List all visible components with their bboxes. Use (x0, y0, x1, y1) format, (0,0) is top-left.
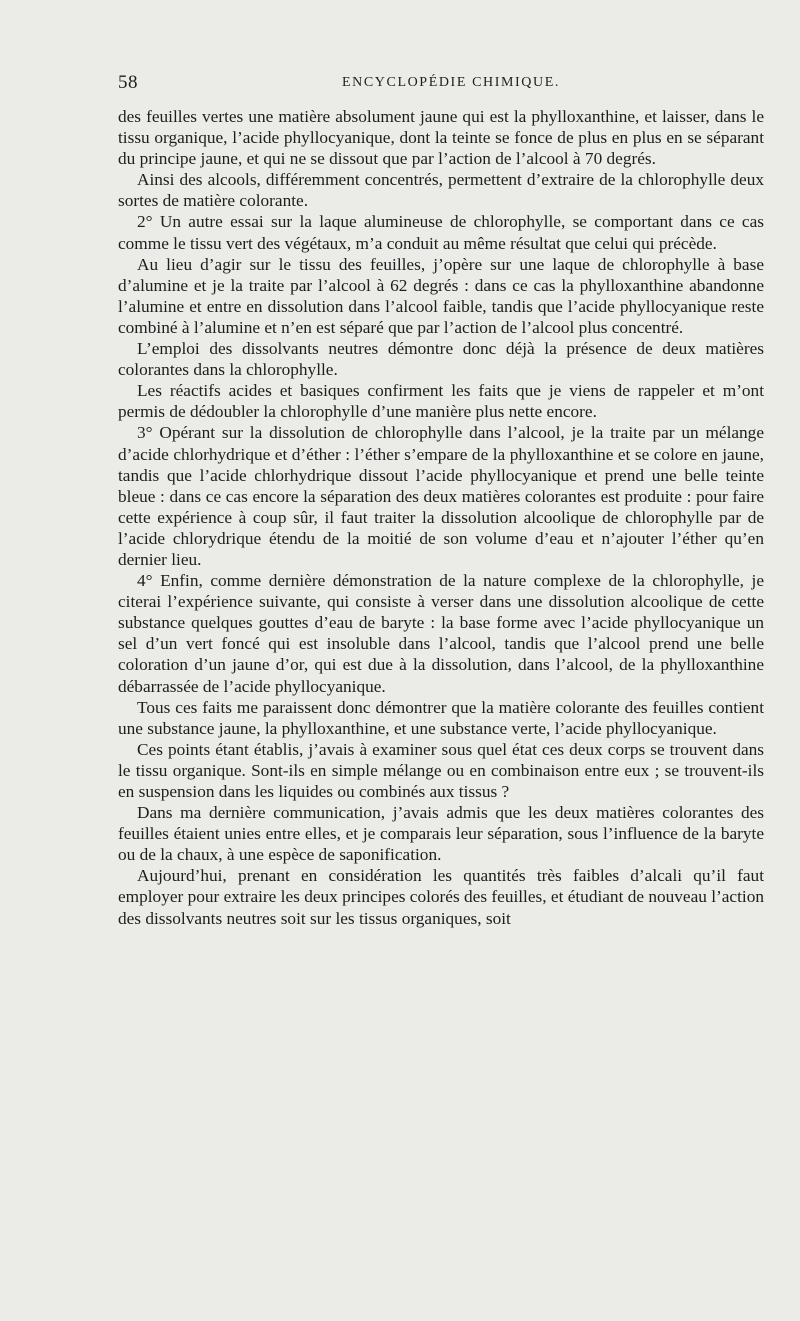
paragraph: Dans ma dernière communication, j’avais admis que les deux matières colorantes des feuilles étaient unies entre elles, et je comparais leur séparation, sous l’influence de la baryte ou de la chaux, à une espèce de saponification. (118, 803, 764, 865)
paragraph: L’emploi des dissolvants neutres démontre donc déjà la présence de deux matières colorantes dans la chlorophylle. (118, 339, 764, 380)
page-number: 58 (118, 72, 138, 93)
paragraph: Tous ces faits me paraissent donc démontrer que la matière colorante des feuilles contient une substance jaune, la phylloxanthine, et une substance verte, l’acide phyllocyanique. (118, 697, 764, 738)
page-header (118, 72, 764, 98)
paragraph-continued: des feuilles vertes une matière absolument jaune qui est la phylloxanthine, et laisser, dans le tissu organique, l’acide phyllocyanique, dont la teinte se fonce de plus en plus en se séparant du principe jaune, et qui ne se dissout que par l’action de l’alcool à 70 degrés. (118, 107, 764, 169)
body-text (118, 106, 764, 929)
paragraph: 4° Enfin, comme dernière démonstration de la nature complexe de la chlorophylle, je citerai l’expérience suivante, qui consiste à verser dans une dissolution alcoolique de cette substance quelques gouttes d’eau de baryte : la base forme avec l’acide phyllocyanique un sel d’un vert foncé qui est insoluble dans l’alcool, tandis que l’alcool prend une belle coloration d’un jaune d’or, qui est due à la dissolution, dans l’alcool, de la phylloxanthine débarrassée de l’acide phyllocyanique. (118, 571, 764, 696)
running-title: ENCYCLOPÉDIE CHIMIQUE. (342, 75, 560, 90)
paragraph: Aujourd’hui, prenant en considération les quantités très faibles d’alcali qu’il faut employer pour extraire les deux principes colorés des feuilles, et étudiant de nouveau l’action des dissolvants neutres soit sur les tissus organiques, soit (118, 866, 764, 928)
paragraph: Les réactifs acides et basiques confirment les faits que je viens de rappeler et m’ont permis de dédoubler la chlorophylle d’une manière plus nette encore. (118, 381, 764, 422)
paragraph: 3° Opérant sur la dissolution de chlorophylle dans l’alcool, je la traite par un mélange d’acide chlorhydrique et d’éther : l’éther s’empare de la phylloxanthine et se colore en jaune, tandis que l’acide chlorhydrique dissout l’acide phyllocyanique et prend une belle teinte bleue : dans ce cas encore la séparation des deux matières colorantes est produite : pour faire cette expérience à coup sûr, il faut traiter la dissolution alcoolique de chlorophylle par de l’acide chlorydrique étendu de la moitié de son volume d’eau et n’ajouter l’éther qu’en dernier lieu. (118, 423, 764, 569)
paragraph: Ainsi des alcools, différemment concentrés, permettent d’extraire de la chlorophylle deux sortes de matière colorante. (118, 170, 764, 211)
paragraph: Ces points étant établis, j’avais à examiner sous quel état ces deux corps se trouvent dans le tissu organique. Sont-ils en simple mélange ou en combinaison entre eux ; se trouvent-ils en suspension dans les liquides ou combinés aux tissus ? (118, 739, 764, 801)
paragraph: 2° Un autre essai sur la laque alumineuse de chlorophylle, se comportant dans ce cas comme le tissu vert des végétaux, m’a conduit au même résultat que celui qui précède. (118, 212, 764, 253)
paragraph: Au lieu d’agir sur le tissu des feuilles, j’opère sur une laque de chlorophylle à base d’alumine et je la traite par l’alcool à 62 degrés : dans ce cas la phylloxanthine abandonne l’alumine et entre en dissolution dans l’alcool faible, tandis que l’acide phyllocyanique reste combiné à l’alumine et n’en est séparé que par l’action de l’alcool plus concentré. (118, 254, 764, 337)
